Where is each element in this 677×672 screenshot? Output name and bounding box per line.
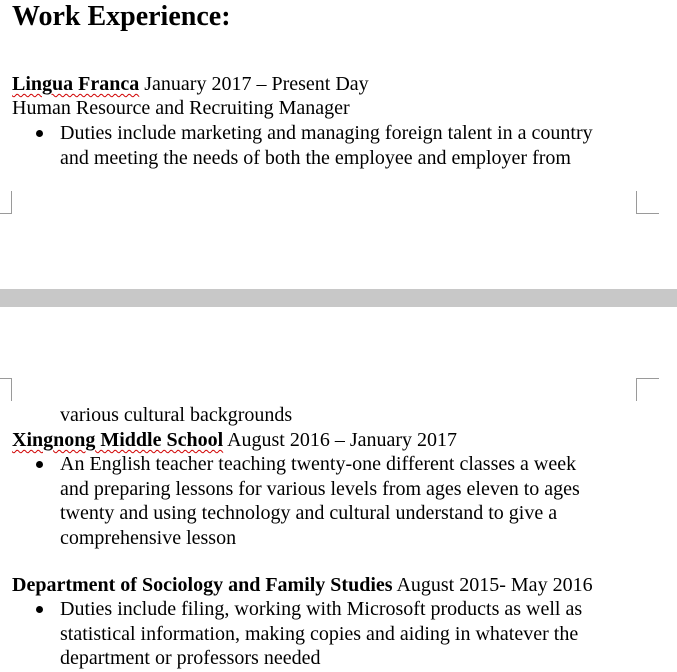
job-3-header [12, 573, 593, 597]
job-2-bullet-line-3: twenty and using technology and cultural understand to give a [60, 502, 558, 524]
crop-mark-top-right [636, 378, 659, 401]
job-3-company: Department of Sociology and Family Studies [12, 574, 393, 596]
job-1-bullet-line-2: and meeting the needs of both the employee and employer from [60, 147, 571, 169]
crop-mark-top-left [0, 378, 12, 401]
job-2-dates: August 2016 – January 2017 [223, 429, 458, 451]
job-3-bullet-line-1: Duties include filing, working with Microsoft products as well as [60, 598, 583, 620]
page-break-gap [0, 289, 677, 307]
crop-mark-bottom-left [0, 191, 12, 214]
job-3-dates: August 2015- May 2016 [392, 574, 593, 596]
document-page-2 [0, 307, 677, 672]
job-1-company: Lingua Franca [12, 73, 140, 95]
section-heading: Work Experience: [12, 1, 231, 32]
job-3-bullet-line-2: statistical information, making copies and aiding in whatever the [60, 623, 579, 645]
job-1-title: Human Resource and Recruiting Manager [12, 97, 350, 119]
bullet-dot [36, 606, 43, 613]
job-2-bullet-line-1: An English teacher teaching twenty-one different classes a week [60, 453, 577, 475]
job-2-bullet-line-2: and preparing lessons for various levels from ages eleven to ages [60, 478, 580, 500]
crop-mark-bottom-right [636, 191, 659, 214]
document-page-1 [0, 0, 677, 289]
job-1-header [12, 72, 369, 96]
job-1-bullet-line-3: various cultural backgrounds [60, 404, 293, 426]
bullet-dot [36, 461, 43, 468]
job-2-header [12, 428, 457, 452]
job-2-bullet-line-4: comprehensive lesson [60, 527, 237, 549]
job-3-bullet-line-3: department or professors needed [60, 647, 321, 669]
job-1-dates: January 2017 – Present Day [139, 73, 369, 95]
job-2-company: Xingnong Middle School [12, 429, 224, 451]
bullet-dot [36, 130, 43, 137]
job-1-bullet-line-1: Duties include marketing and managing foreign talent in a country [60, 122, 593, 144]
